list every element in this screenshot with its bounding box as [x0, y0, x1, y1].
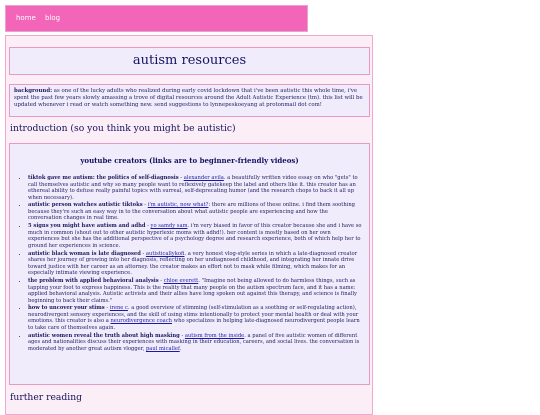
item-title: how to uncover your stims: [28, 305, 105, 312]
item-description: . "Imagine not being allowed to do harmless things, such as tapping your foot to express happiness. This is the reality that many people on the autism spectrum face, and it has a name: applied behavioral analysis. Autistic activists and their allies have long spoken out against this therapy, and science is finally beginning to back their claims.": [28, 278, 357, 304]
page-title: autism resources: [132, 53, 247, 68]
secondary-link[interactable]: paul micallef: [145, 345, 180, 352]
item-separator: -: [179, 332, 185, 339]
creator-link[interactable]: chloe everett: [163, 278, 199, 285]
item-description: . a beautifully written video essay on who "gets" to call themselves autistic and why so many people want to reflexively gatekeep the label and others like it. this creator has an ethereal ability to defuse really painful topics with surreal, self-deprecating humor (and the research chops to back it all up when necessary).: [28, 175, 358, 201]
youtube-list: [18, 175, 363, 354]
item-title: the problem with applied behavioral analysis: [28, 278, 159, 285]
nav-home-link[interactable]: home: [16, 14, 36, 22]
item-title: autistic black woman is late diagnosed: [28, 250, 141, 257]
item-separator: -: [145, 223, 151, 230]
creator-link[interactable]: irene c: [109, 305, 128, 312]
intro-heading: introduction (so you think you might be autistic): [10, 123, 236, 134]
title-box: [9, 47, 370, 75]
youtube-creators-box: [9, 143, 370, 385]
item-title: autistic person watches autistic tiktoks: [28, 202, 143, 209]
page-content: [5, 35, 373, 415]
list-item: [28, 202, 363, 222]
item-description: : there are millions of these online. i find them soothing because they're such an easy way in to the conversation about what autistic people are experiencing and how the conversation changes in real time.: [28, 202, 356, 222]
creator-link[interactable]: yo samdy sam: [150, 223, 188, 230]
creator-link[interactable]: alexander avila: [183, 175, 224, 181]
creator-link[interactable]: autisticallykofi: [145, 250, 185, 257]
background-box: [9, 84, 370, 117]
item-separator: -: [104, 305, 110, 312]
item-description: . a very honest vlog-style series in which a late-diagnosed creator shares her journey of growing into her diagnosis, reflecting on her undiagnosed childhood, and integrating her innate drive toward justice with her career as an attorney. the creator makes an effort not to mask while filming, which makes for an especially intimate viewing experience.: [28, 250, 358, 277]
item-description: . a good overview of stimming (self-stimulation as a soothing or self-regulating action), neurodivergent sensory experiences, and the skill of using stims intentionally to protect your mental health or deal with your emotions. this creator is also a: [28, 305, 359, 325]
list-item: [28, 251, 363, 277]
item-description-2: .: [179, 345, 182, 352]
item-separator: -: [178, 175, 184, 181]
youtube-heading: youtube creators (links are to beginner-friendly videos): [80, 156, 299, 165]
secondary-link[interactable]: neurodivergence coach: [110, 318, 173, 325]
nav-blog-link[interactable]: blog: [45, 14, 61, 22]
item-separator: -: [158, 278, 164, 285]
list-item: [28, 305, 363, 331]
item-title: tiktok gave me autism: the politics of self-diagnosis: [28, 175, 179, 181]
item-description-2: who specializes in helping late-diagnosed neurodivergent people learn to take care of themselves again.: [28, 318, 360, 331]
creator-link[interactable]: autism from the inside: [184, 332, 245, 339]
background-text: as one of the lucky adults who realized during early covid lockdown that i've been autistic this whole time, i've spent the past few years slowly amassing a trove of digital resources around the Adult Autistic Experience (tm). this list will be updated whenever i read or watch something new. send suggestions to lynnepeskoeyang at protonmail dot com!: [14, 88, 363, 108]
item-description: . a panel of five autistic women of different ages and nationalities discuss their experiences with masking in their education, careers, and social lives. the conversation is moderated by another great autism vlogger,: [28, 332, 360, 352]
item-title: 5 signs you might have autism and adhd: [28, 223, 146, 230]
list-item: [28, 175, 363, 201]
background-label: background:: [14, 88, 53, 94]
list-item: [28, 278, 363, 304]
list-item: [28, 223, 363, 249]
item-description: . i'm very biased in favor of this creator because she and i have so much in common (shout out to other autistic hyperlexic moms with adhd!). her content is mostly based on her own experiences but she has the additional perspective of a psychology degree and research experience, both of which help her to ground her experiences in science.: [28, 223, 362, 249]
top-nav: [5, 5, 308, 32]
item-separator: -: [140, 250, 146, 257]
creator-link[interactable]: i'm autistic, now what?: [147, 202, 209, 209]
item-title: autistic women reveal the truth about high masking: [28, 332, 180, 339]
item-separator: -: [142, 202, 148, 209]
list-item: [28, 333, 363, 353]
further-reading-heading: further reading: [10, 392, 82, 403]
